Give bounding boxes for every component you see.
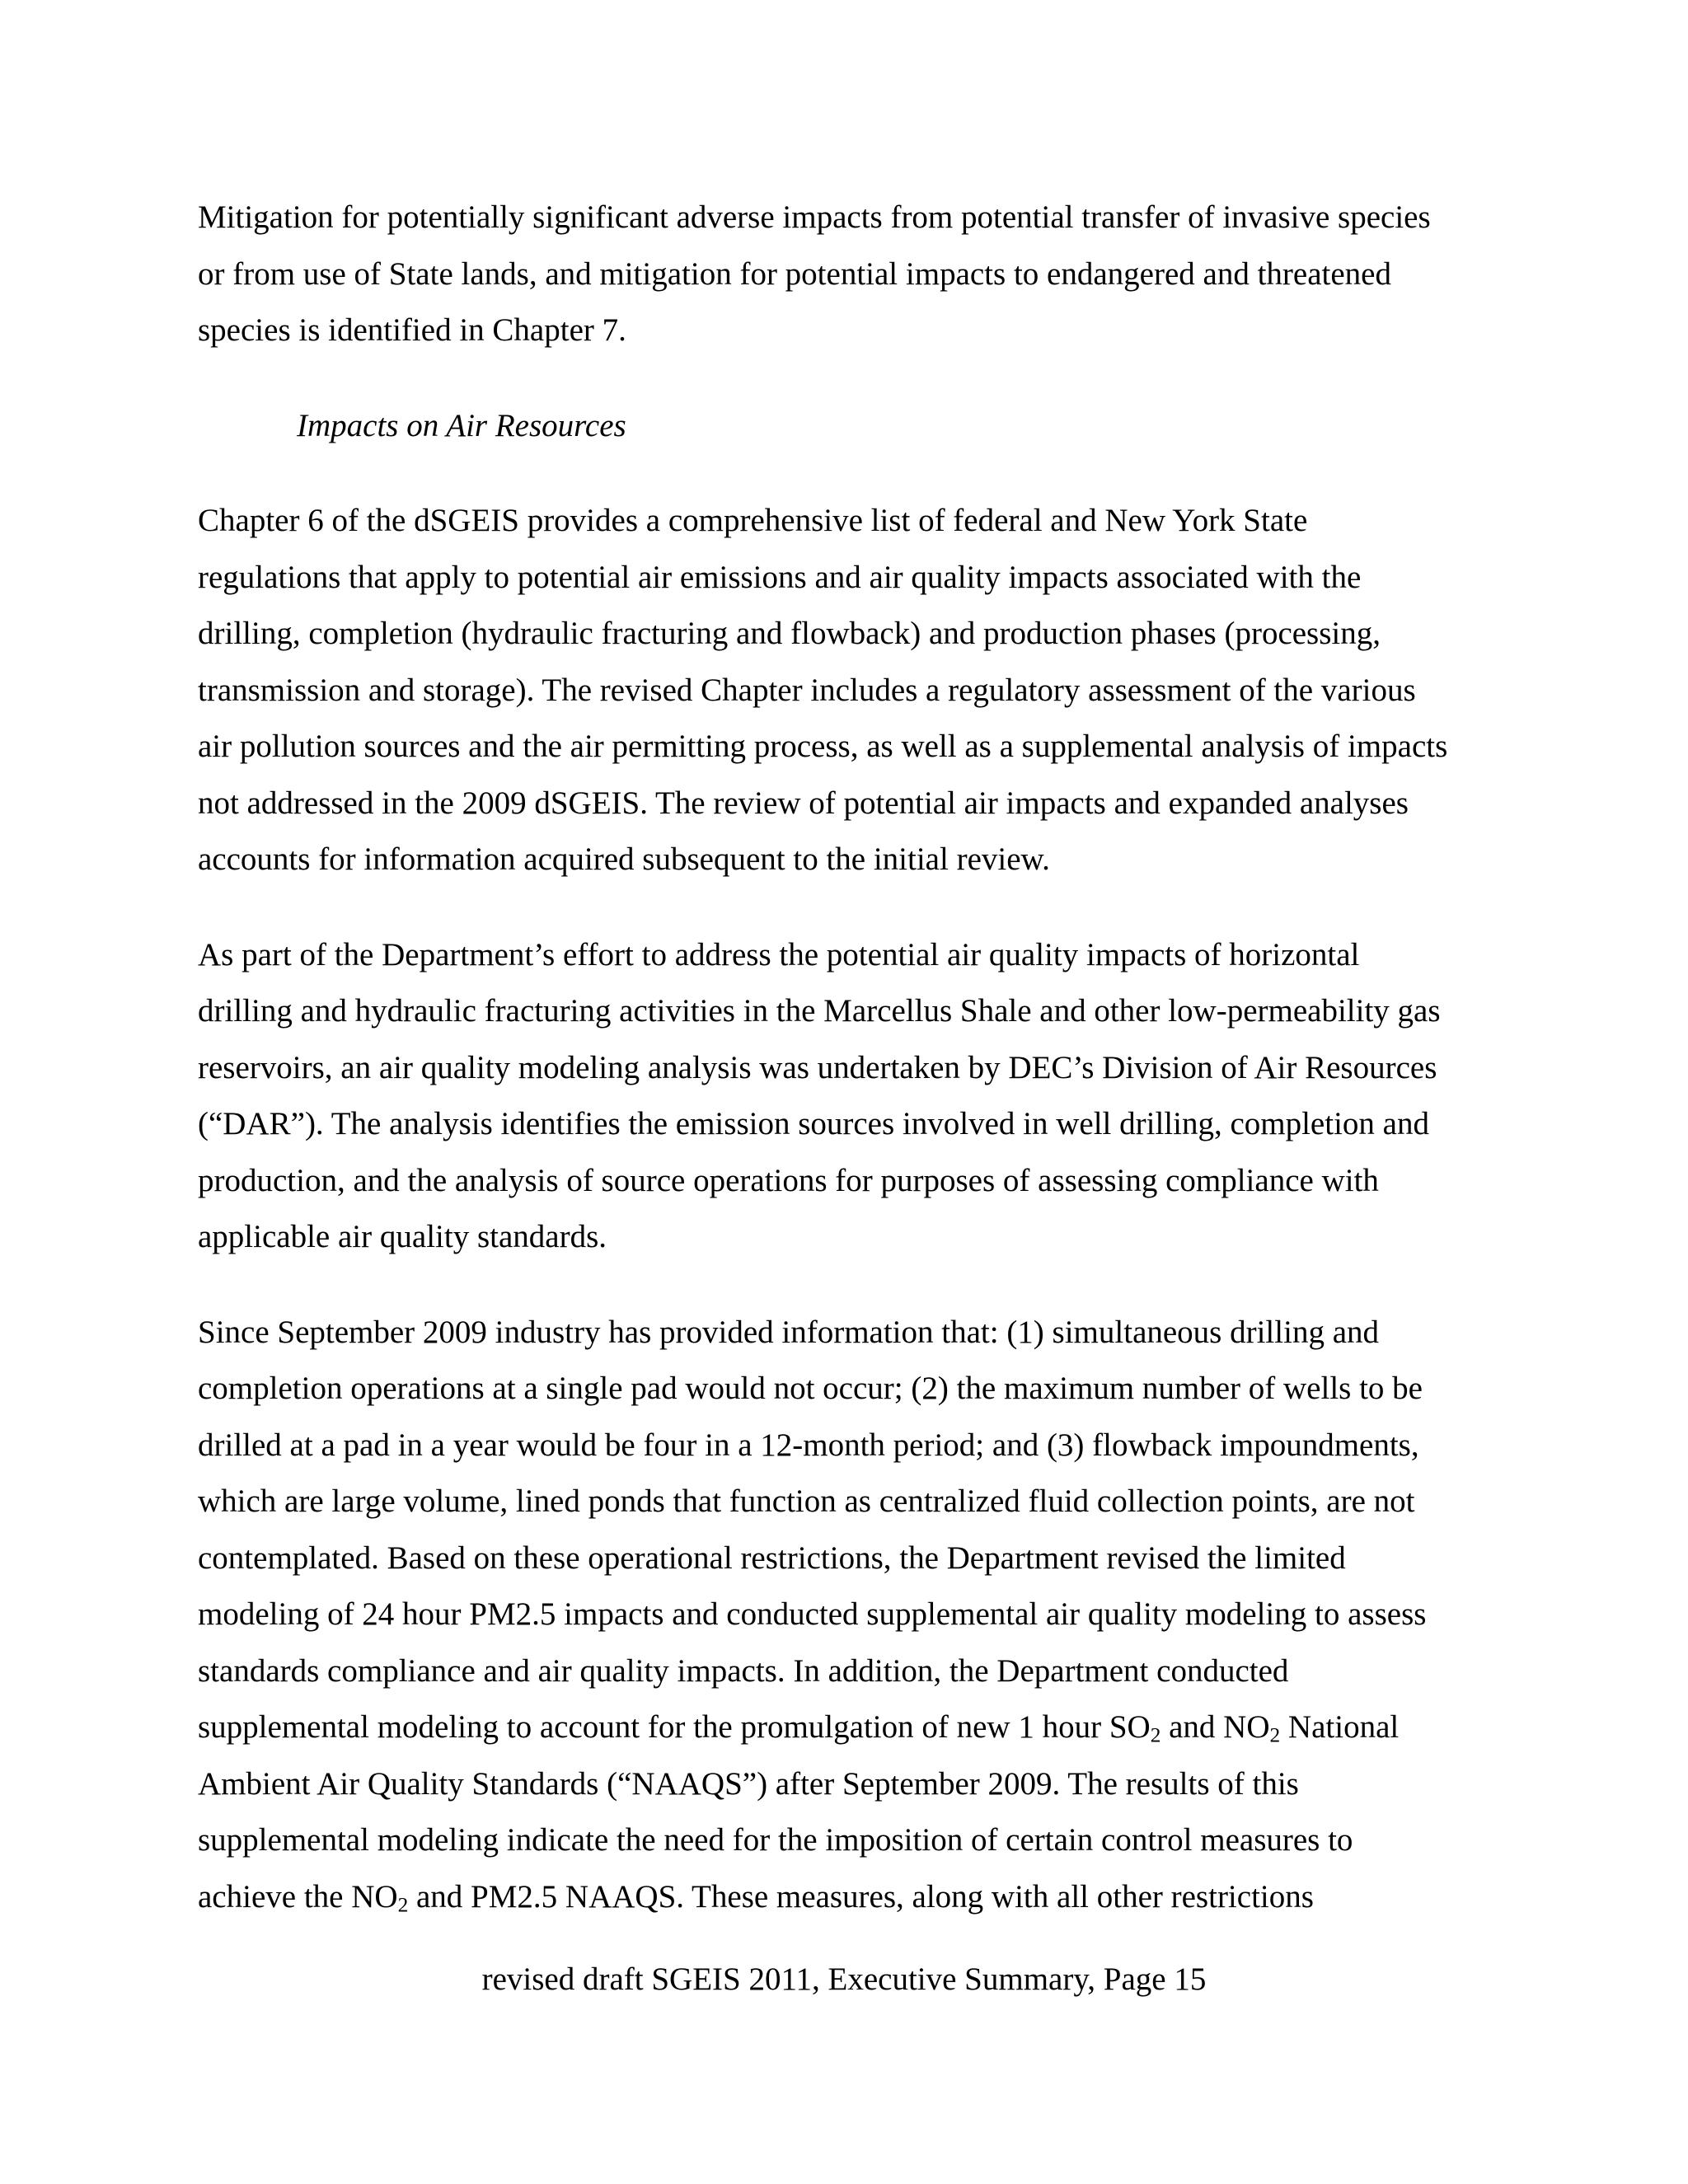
text-fragment: and NO [1160,1709,1270,1745]
text-line: modeling of 24 hour PM2.5 impacts and conducted supplemental air quality modeling to assess [198,1596,1427,1632]
text-line: production, and the analysis of source operations for purposes of assessing compliance with [198,1162,1379,1198]
text-line: Since September 2009 industry has provided information that: (1) simultaneous drilling and [198,1314,1380,1350]
subscript: 2 [1150,1723,1161,1747]
text-line: not addressed in the 2009 dSGEIS. The review of potential air impacts and expanded analyses [198,785,1409,821]
text-line: Chapter 6 of the dSGEIS provides a comprehensive list of federal and New York State [198,503,1308,538]
text-fragment: achieve the NO [198,1878,398,1915]
text-line: or from use of State lands, and mitigation for potential impacts to endangered and threatened [198,255,1391,292]
text-line: reservoirs, an air quality modeling analysis was undertaken by DEC’s Division of Air Resources [198,1049,1437,1085]
text-line: regulations that apply to potential air emissions and air quality impacts associated with the [198,559,1362,595]
text-line: species is identified in Chapter 7. [198,312,626,348]
text-line: transmission and storage). The revised Chapter includes a regulatory assessment of the various [198,672,1416,708]
text-fragment: National [1280,1709,1400,1745]
text-line: accounts for information acquired subsequent to the initial review. [198,841,1050,877]
text-line: drilling and hydraulic fracturing activities in the Marcellus Shale and other low-permeability gas [198,993,1441,1029]
paragraph-chapter-6 [198,493,1500,888]
section-heading: Impacts on Air Resources [297,407,626,443]
text-line: (“DAR”). The analysis identifies the emission sources involved in well drilling, completion and [198,1106,1429,1141]
text-line: drilled at a pad in a year would be four in a 12-month period; and (3) flowback impoundments, [198,1427,1419,1463]
text-line: contemplated. Based on these operational restrictions, the Department revised the limited [198,1540,1346,1576]
paragraph-since-september [198,1305,1500,1926]
text-line: As part of the Department’s effort to address the potential air quality impacts of horizontal [198,936,1360,972]
text-line-so2-no2 [198,1699,1500,1756]
text-line: standards compliance and air quality impacts. In addition, the Department conducted [198,1652,1289,1689]
text-line: drilling, completion (hydraulic fracturing and flowback) and production phases (processing, [198,616,1381,651]
text-line: completion operations at a single pad would not occur; (2) the maximum number of wells to be [198,1371,1423,1406]
text-line: Ambient Air Quality Standards (“NAAQS”) after September 2009. The results of this [198,1765,1299,1802]
text-line: applicable air quality standards. [198,1219,607,1254]
document-body [198,190,1500,1964]
text-line: which are large volume, lined ponds that function as centralized fluid collection points, are not [198,1483,1415,1519]
text-line: air pollution sources and the air permitting process, as well as a supplemental analysis of impacts [198,729,1448,764]
paragraph-department-effort [198,927,1500,1266]
page-footer: revised draft SGEIS 2011, Executive Summary, Page 15 [481,1961,1207,1997]
text-line: Mitigation for potentially significant adverse impacts from potential transfer of invasive species [198,199,1431,235]
subscript: 2 [397,1893,409,1917]
text-line: supplemental modeling indicate the need for the imposition of certain control measures to [198,1822,1353,1858]
text-line-no2 [198,1869,1500,1926]
text-fragment: supplemental modeling to account for the promulgation of new 1 hour SO [198,1709,1151,1745]
text-fragment: and PM2.5 NAAQS. These measures, along with all other restrictions [408,1878,1314,1915]
subscript: 2 [1269,1723,1281,1747]
paragraph-mitigation [198,190,1500,359]
